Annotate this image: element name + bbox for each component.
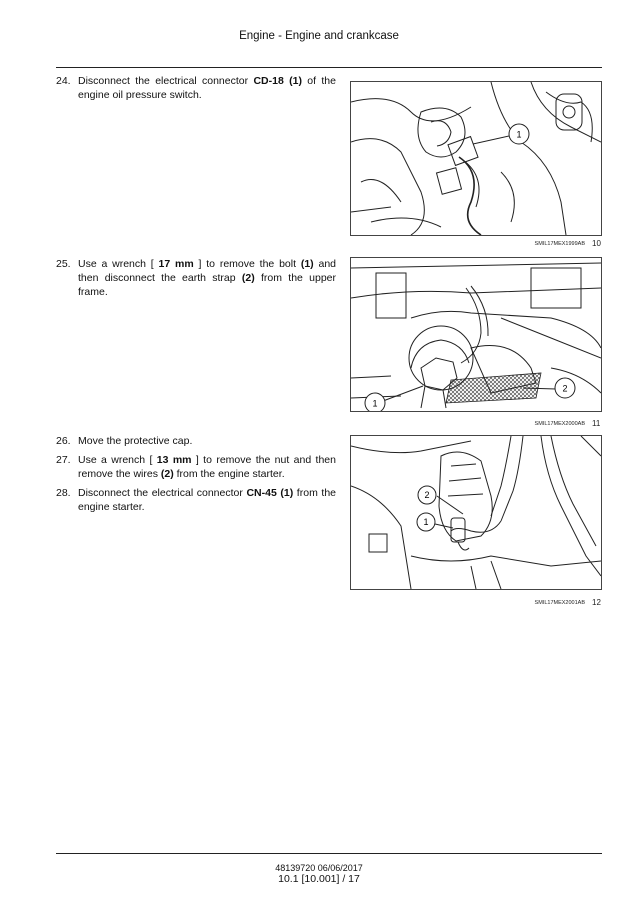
step-number: 28.	[56, 487, 71, 499]
svg-text:1: 1	[423, 517, 429, 527]
figure-code: SMIL17MEX2001AB	[534, 600, 585, 606]
svg-text:1: 1	[516, 129, 522, 140]
earth-strap-illustration	[351, 258, 601, 411]
step-24	[56, 74, 336, 102]
step-number: 24.	[56, 75, 71, 87]
step-number: 27.	[56, 454, 71, 466]
step-number: 25.	[56, 258, 71, 270]
step-number: 26.	[56, 435, 71, 447]
figure-code: SMIL17MEX1999AB	[534, 241, 585, 247]
page-header: Engine - Engine and crankcase	[239, 30, 399, 42]
figure-12	[350, 435, 602, 590]
figure-number: 10	[592, 239, 601, 248]
footer-doc: 48139720 06/06/2017	[275, 863, 363, 873]
figure-number: 12	[592, 598, 601, 607]
step-text: Move the protective cap.	[78, 435, 193, 447]
svg-text:2: 2	[424, 490, 430, 500]
svg-text:2: 2	[562, 383, 568, 394]
figure-10	[350, 81, 602, 236]
step-28	[56, 486, 336, 514]
step-26	[56, 434, 336, 448]
step-text: Use a wrench [ 17 mm ] to remove the bolt (1) and then disconnect the earth strap (2) from the upper frame.	[78, 258, 337, 298]
step-text: Disconnect the electrical connector CD-18 (1) of the engine oil pressure switch.	[78, 75, 336, 101]
step-25	[56, 257, 336, 299]
header-rule	[56, 67, 602, 68]
footer-page: 10.1 [10.001] / 17	[278, 873, 360, 885]
step-text: Disconnect the electrical connector CN-45 (1) from the engine starter.	[78, 487, 336, 513]
oil-pressure-switch-illustration	[351, 82, 601, 235]
svg-text:1: 1	[372, 398, 378, 409]
step-text: Use a wrench [ 13 mm ] to remove the nut and then remove the wires (2) from the engine starter.	[78, 454, 336, 480]
engine-starter-illustration	[351, 436, 601, 589]
figure-number: 11	[592, 419, 601, 428]
figure-11	[350, 257, 602, 412]
step-27	[56, 453, 336, 481]
figure-code: SMIL17MEX2000AB	[534, 421, 585, 427]
footer-rule	[56, 853, 602, 854]
